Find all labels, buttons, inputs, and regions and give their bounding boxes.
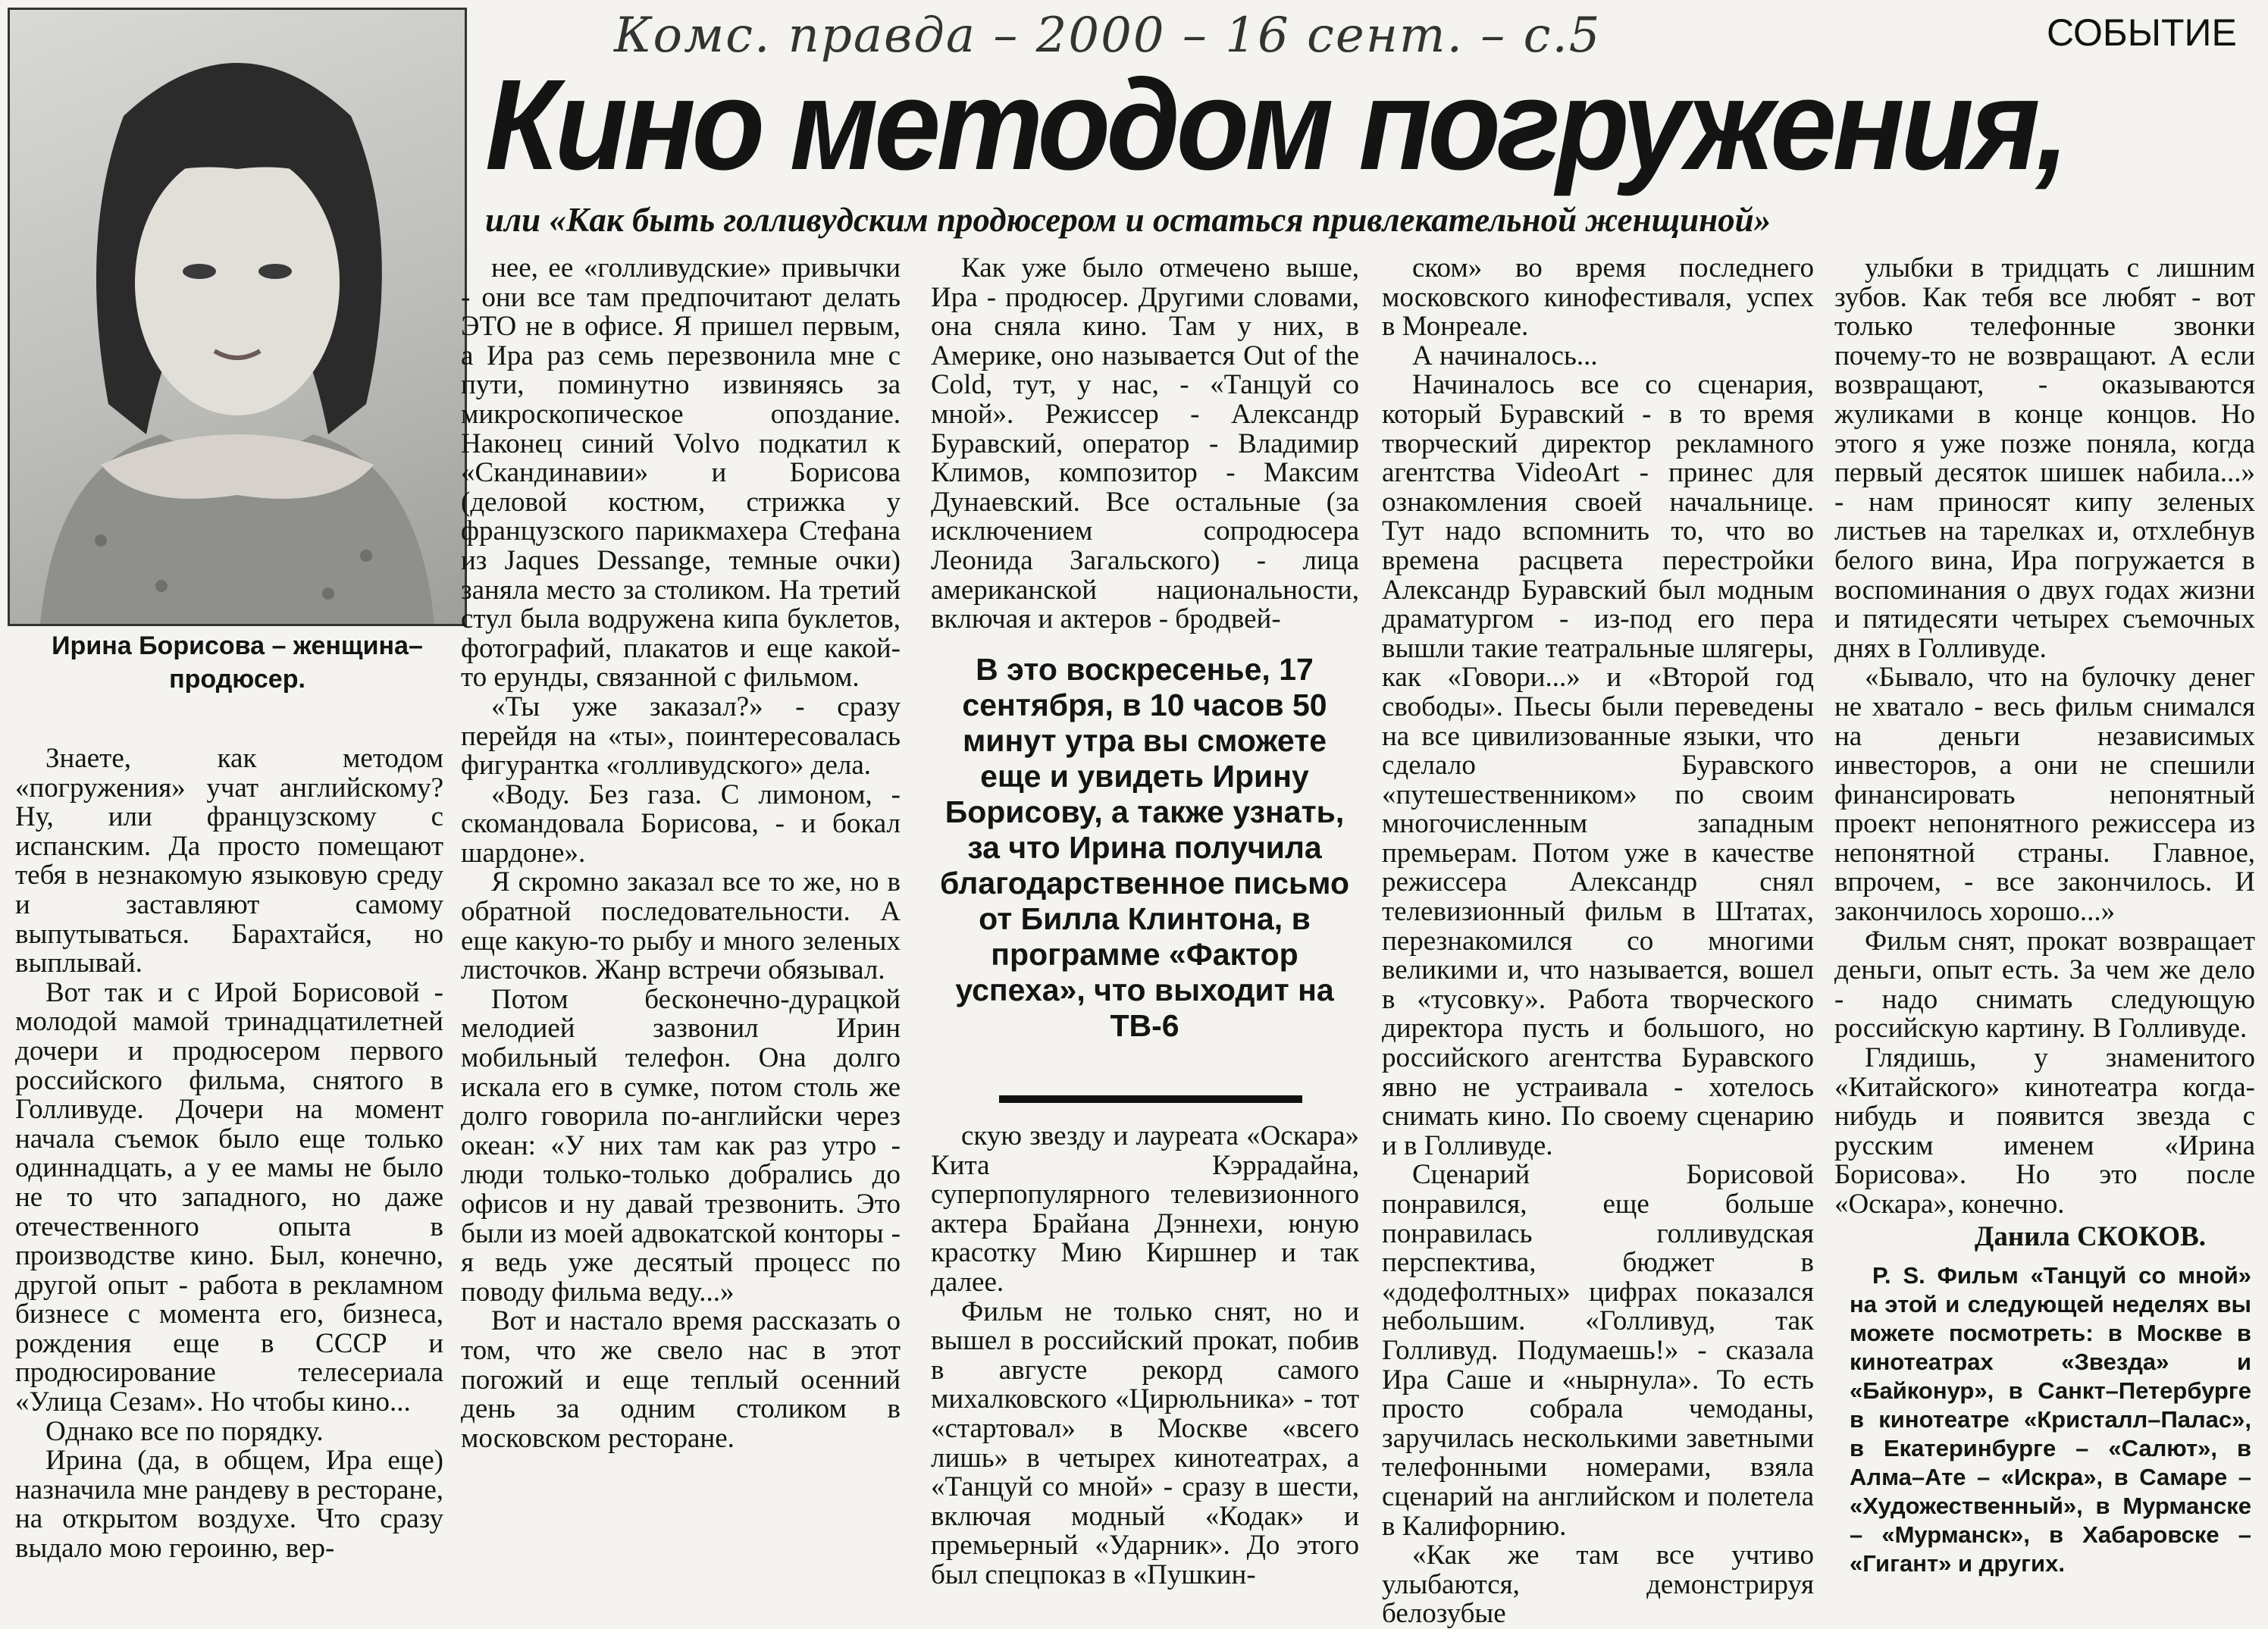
author-signature: Данила СКОКОВ. bbox=[1974, 1221, 2206, 1252]
section-rubric: СОБЫТИЕ bbox=[2047, 11, 2237, 54]
postscript-box bbox=[1850, 1261, 2251, 1578]
paragraph: нее, ее «голливудские» привычки - они все там предпочитают делать ЭТО не в офисе. Я пришел первым, а Ира раз семь перезвонила мне с пути, поминутно извиняясь за микроскопическое опоздание. Наконец синий Volvo подкатил к «Скандинавии» и Борисова (деловой костюм, стрижка у французского парикмахера Стефана из Jaques Dessange, темные очки) заняла место за столиком. На третий стул была водружена кипа буклетов, фотографий, плакатов и еще какой-то ерунды, связанной с фильмом. bbox=[461, 252, 901, 694]
paragraph: Сценарий Борисовой понравился, еще больше понравилась голливудская перспектива, бюджет в «додефолтных» цифрах показался небольшим. «Голливуд, так Голливуд. Подумаешь!» - сказала Ира Саше и «нырнула». То есть просто собрала чемоданы, заручилась несколькими заветными телефонными номерами, взяла сценарий на английском и полетела в Калифорнию. bbox=[1382, 1159, 1814, 1542]
paragraph: Однако все по порядку. bbox=[45, 1415, 324, 1447]
promo-divider bbox=[999, 1095, 1302, 1103]
paragraph: Фильм снят, прокат возвращает деньги, опыт есть. За чем же дело - надо снимать следующую российскую картину. В Голливуде. bbox=[1834, 925, 2255, 1045]
article-column-1 bbox=[15, 744, 443, 1567]
paragraph: Ирина (да, в общем, Ира еще) назначила мне рандеву в ресторане, на открытом воздухе. Что сразу выдало мою героиню, вер- bbox=[15, 1445, 443, 1565]
paragraph: «Воду. Без газа. С лимоном, - скомандовала Борисова, - и бокал шардоне». bbox=[461, 778, 901, 869]
portrait-illustration bbox=[10, 10, 465, 624]
paragraph: Как уже было отмечено выше, Ира - продюсер. Другими словами, она сняла кино. Там у них, в Америке, оно называется Out of the Cold, тут, у нас, - «Танцуй со мной». Режиссер - Александр Буравский, оператор - Владимир Климов, композитор - Максим Дунаевский. Все остальные (за исключением сопродюсера Леонида Загальского) - лица американской национальности, включая и актеров - бродвей- bbox=[931, 252, 1359, 635]
paragraph: скую звезду и лауреата «Оскара» Кита Кэррадайна, суперпопулярного телевизионного актера Брайана Дэннехи, юную красотку Мию Киршнер и так далее. bbox=[931, 1120, 1359, 1298]
article-column-5 bbox=[1834, 252, 2255, 1220]
paragraph: А начиналось... bbox=[1412, 340, 1598, 371]
paragraph: ском» во время последнего московского кинофестиваля, успех в Монреале. bbox=[1382, 252, 1814, 343]
paragraph: Вот и настало время рассказать о том, что же свело нас в этот погожий и еще теплый осенний день за одним столиком в московском ресторане. bbox=[461, 1305, 901, 1454]
paragraph: улыбки в тридцать с лишним зубов. Как тебя все любят - вот только телефонные звонки почему-то не возвращают. А если возвращают, - оказываются жуликами в конце концов. Но этого я уже позже поняла, когда первый десяток шишек набила...» - нам приносят кипу зеленых листьев на тарелках и, отхлебнув белого вина, Ира погружается в воспоминания о двух годах жизни и пятидесяти четырех съемочных днях в Голливуде. bbox=[1834, 252, 2255, 664]
paragraph: Вот так и с Ирой Борисовой - молодой мамой тринадцатилетней дочери и продюсером первого российского фильма, снятого в Голливуде. Дочери на момент начала съемок было еще только одиннадцать, а у ее мамы не было не то что западного, но даже отечественного опыта в производстве кино. Был, конечно, другой опыт - работа в рекламном бизнесе с момента его, бизнеса, рождения еще в СССР и продюсирование телесериала «Улица Сезам». Но чтобы кино... bbox=[15, 976, 443, 1418]
photo-caption: Ирина Борисова – женщина–продюсер. bbox=[52, 631, 423, 694]
article-column-4 bbox=[1382, 252, 1814, 1629]
handwritten-clipping-note: Комс. правда – 2000 – 16 сент. – с.5 bbox=[614, 8, 1602, 64]
headline: Кино методом погружения, bbox=[485, 53, 2066, 197]
paragraph: Фильм не только снят, но и вышел в российский прокат, побив в августе рекорд самого михалковского «Цирюльника» - тот «стартовал» в Москве «всего лишь» в четырех кинотеатрах, а «Танцуй со мной» - сразу в шести, включая модный «Кодак» и премьерный «Ударник». До этого был спецпоказ в «Пушкин- bbox=[931, 1295, 1359, 1590]
tv-promo-box: В это воскресенье, 17 сентября, в 10 часов 50 минут утра вы сможете еще и увидеть Ирину Борисову, а также узнать, за что Ирина получила благодарственное письмо от Билла Клинтона, в программе «Фактор успеха», что выходит на ТВ-6 bbox=[940, 652, 1349, 1043]
paragraph: Глядишь, у знаменитого «Китайского» кинотеатра когда-нибудь и появится звезда с русским именем «Ирина Борисова». Но это после «Оскара», конечно. bbox=[1834, 1042, 2255, 1220]
article-column-3-bottom bbox=[931, 1120, 1359, 1590]
paragraph: Я скромно заказал все то же, но в обратной последовательности. А еще какую-то рыбу и много зеленых листочков. Жанр встречи обязывал. bbox=[461, 866, 901, 986]
postscript-text: Р. S. Фильм «Танцуй со мной» на этой и следующей неделях вы можете посмотреть: в Москве в кинотеатрах «Звезда» и «Байконур», в Санкт–Петербурге в кинотеатре «Кристалл–Палас», в Екатеринбурге – «Салют», в Алма–Ате – «Искра», в Самаре – «Художественный», в Мурманске – «Мурманск», в Хабаровске – «Гигант» и других. bbox=[1850, 1262, 2251, 1577]
paragraph: «Как же там все учтиво улыбаются, демонстрируя белозубые bbox=[1382, 1540, 1814, 1629]
article-column-3-top bbox=[931, 254, 1359, 633]
paragraph: «Бывало, что на булочку денег не хватало - весь фильм снимался на деньги независимых инвесторов, а они не спешили финансировать непонятный проект непонятного режиссера из непонятной страны. Главное, впрочем, - все закончилось. И закончилось хорошо...» bbox=[1834, 662, 2255, 928]
paragraph: «Ты уже заказал?» - сразу перейдя на «ты», поинтересовалась фигурантка «голливудского» дела. bbox=[461, 691, 901, 782]
paragraph: Начиналось все со сценария, который Буравский - в то время творческий директор рекламного агентства VideoArt - принес для ознакомления своей начальнице. Тут надо вспомнить то, что во времена расцвета перестройки Александр Буравский был модным драматургом - из-под его пера вышли такие театральные шлягеры, как «Говори...» и «Второй год свободы». Пьесы были переведены на все цивилизованные языки, что сделало Буравского «путешественником» по своим многочисленным западным премьерам. Потом уже в качестве режиссера Александр снял телевизионный фильм в Штатах, перезнакомился со многими великими и, что называется, вошел в «тусовку». Работа творческого директора пусть и большого, но российского агентства Буравского явно не устраивала - хотелось снимать кино. По своему сценарию и в Голливуде. bbox=[1382, 369, 1814, 1161]
article-column-2 bbox=[461, 254, 901, 1569]
paragraph: Потом бесконечно-дурацкой мелодией зазвонил Ирин мобильный телефон. Она долго искала его в сумке, потом столь же долго говорила по-английски через океан: «У них там как раз утро - люди только-только добрались до офисов и ну давай трезвонить. Это были из моей адвокатской конторы - я ведь уже десятый процесс по поводу фильма веду...» bbox=[461, 983, 901, 1308]
paragraph: Знаете, как методом «погружения» учат английскому? Ну, или французскому с испанским. Да просто помещают тебя в незнакомую языковую среду и заставляют самому выпутываться. Барахтайся, но выплывай. bbox=[15, 743, 443, 979]
subheadline: или «Как быть голливудским продюсером и остаться привлекательной женщиной» bbox=[485, 201, 1771, 239]
portrait-photo bbox=[8, 8, 467, 626]
